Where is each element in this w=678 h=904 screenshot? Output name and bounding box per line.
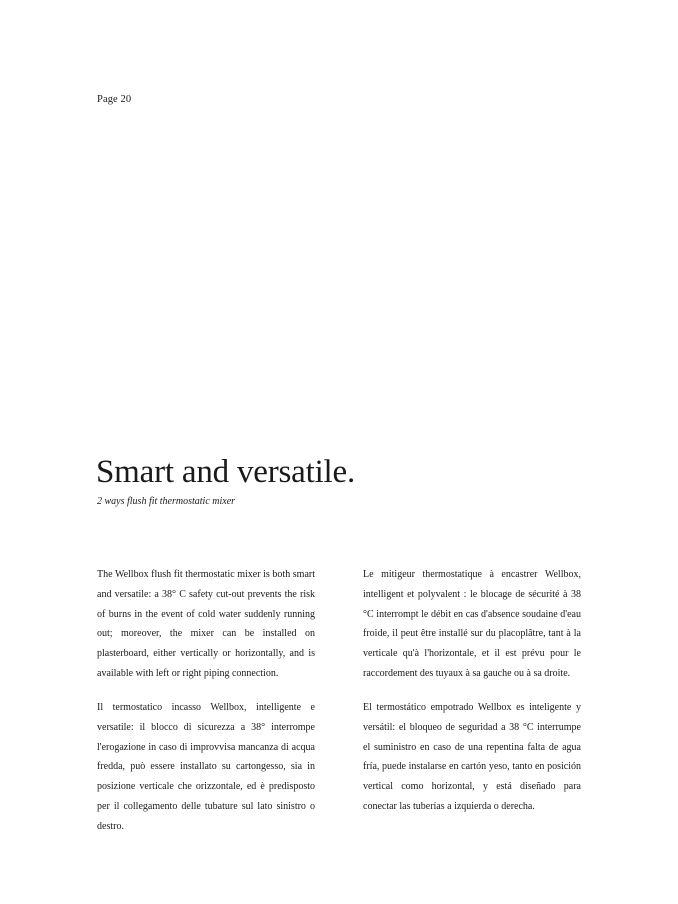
italian-paragraph: Il termostatico incasso Wellbox, intelligente e versatile: il blocco di sicurezza a 38° interrompe l'erogazione in caso di improvvisa mancanza di acqua fredda, può essere installato su cartongesso, sia in posizione verticale che orizzontale, ed è predisposto per il collegamento delle tubature sul lato sinistro o destro.: [97, 702, 315, 832]
page-number: Page 20: [97, 94, 132, 105]
english-column: [97, 565, 315, 684]
english-paragraph: The Wellbox flush fit thermostatic mixer is both smart and versatile: a 38° C safety cut-out prevents the risk of burns in the event of cold water suddenly running out; moreover, the mixer can be installed on plasterboard, either vertically or horizontally, and is available with left or right piping connection.: [97, 569, 315, 679]
french-column: [363, 565, 581, 684]
french-paragraph: Le mitigeur thermostatique à encastrer Wellbox, intelligent et polyvalent : le blocage de sécurité à 38 °C interrompt le débit en cas d'absence soudaine d'eau froide, il peut être installé sur du placoplâtre, tant à la verticale qu'à l'horizontale, et il est prévu pour le raccordement des tuyaux à sa gauche ou à sa droite.: [363, 569, 581, 679]
page-subtitle: 2 ways flush fit thermostatic mixer: [97, 496, 236, 507]
spanish-column: [363, 698, 581, 817]
page-title: Smart and versatile.: [96, 454, 356, 490]
spanish-paragraph: El termostático empotrado Wellbox es inteligente y versátil: el bloqueo de seguridad a 38 °C interrumpe el suministro en caso de una repentina falta de agua fría, puede instalarse en cartón yeso, tanto en posición vertical como horizontal, y está diseñado para conectar las tuberías a izquierda o derecha.: [363, 702, 581, 812]
italian-column: [97, 698, 315, 837]
